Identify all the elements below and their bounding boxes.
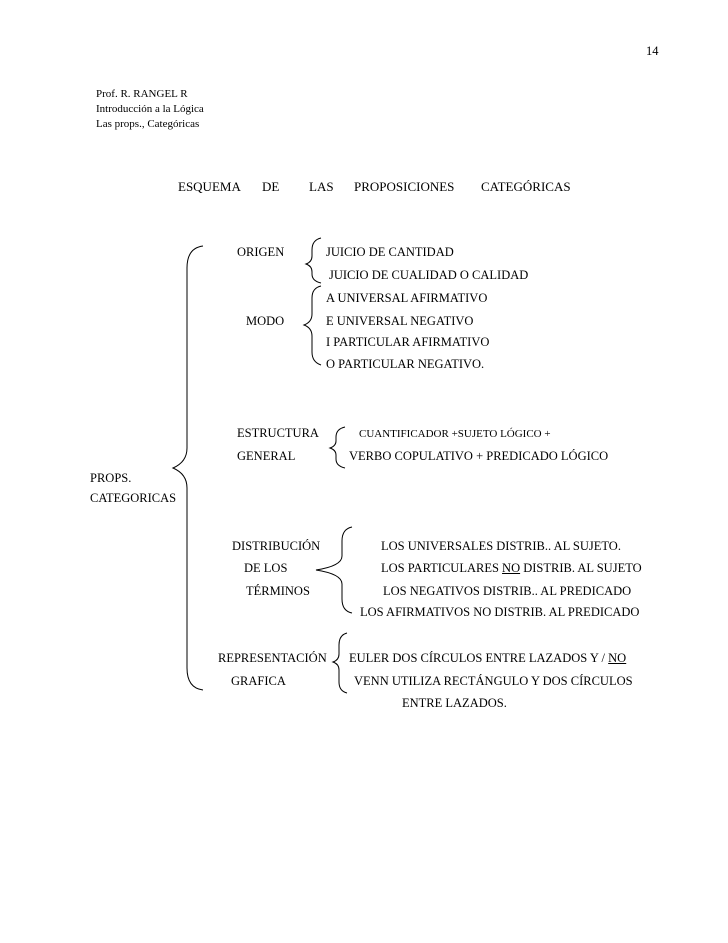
representacion-line-1-underlined: NO [608,651,627,665]
estructura-label-line2: GENERAL [237,449,296,463]
distribucion-item-4: LOS AFIRMATIVOS NO DISTRIB. AL PREDICADO [360,605,640,619]
modo-item-e: E UNIVERSAL NEGATIVO [326,314,474,328]
modo-item-o: O PARTICULAR NEGATIVO. [326,357,485,371]
main-brace [173,246,203,690]
title-word-categoricas: CATEGÓRICAS [481,179,571,194]
distribucion-item-2-pre: LOS PARTICULARES [381,561,503,575]
title-word-proposiciones: PROPOSICIONES [354,179,455,194]
root-label-line1: PROPS. [90,471,132,485]
root-label-line2: CATEGORICAS [90,491,177,505]
representacion-label-line1: REPRESENTACIÓN [218,651,327,665]
origen-label: ORIGEN [237,245,285,259]
representacion-line-1 [349,652,626,665]
representacion-line-2: VENN UTILIZA RECTÁNGULO Y DOS CÍRCULOS [354,674,633,688]
page-number: 14 [646,44,659,58]
distribucion-label-line1: DISTRIBUCIÓN [232,539,321,553]
distribucion-item-1: LOS UNIVERSALES DISTRIB.. AL SUJETO. [381,539,621,553]
header-course: Introducción a la Lógica [96,103,204,115]
header-topic: Las props., Categóricas [96,118,200,130]
distribucion-item-2-underlined: NO [502,561,521,575]
origen-item-1: JUICIO DE CANTIDAD [326,245,454,259]
modo-item-i: I PARTICULAR AFIRMATIVO [326,335,490,349]
distribucion-item-3: LOS NEGATIVOS DISTRIB.. AL PREDICADO [383,584,632,598]
modo-brace [304,286,321,365]
title-word-de: DE [262,179,280,194]
estructura-line-1: CUANTIFICADOR +SUJETO LÓGICO + [359,428,551,440]
header-author: Prof. R. RANGEL R [96,88,188,100]
distribucion-brace [316,527,352,613]
distribucion-item-2 [381,562,642,575]
title-word-esquema: ESQUEMA [178,179,241,194]
origen-item-2: JUICIO DE CUALIDAD O CALIDAD [329,268,529,282]
distribucion-label-line3: TÉRMINOS [246,584,310,598]
representacion-line-3: ENTRE LAZADOS. [402,696,507,710]
distribucion-item-2-post: DISTRIB. AL SUJETO [520,561,642,575]
representacion-label-line2: GRAFICA [231,674,286,688]
modo-item-a: A UNIVERSAL AFIRMATIVO [326,291,488,305]
title-word-las: LAS [309,179,334,194]
representacion-line-1-pre: EULER DOS CÍRCULOS ENTRE LAZADOS Y / [349,651,609,665]
distribucion-label-line2: DE LOS [244,561,288,575]
estructura-label-line1: ESTRUCTURA [237,426,319,440]
estructura-brace [330,427,345,468]
estructura-line-2: VERBO COPULATIVO + PREDICADO LÓGICO [349,449,609,463]
modo-label: MODO [246,314,285,328]
representacion-brace [333,633,347,693]
origen-brace [306,238,321,283]
